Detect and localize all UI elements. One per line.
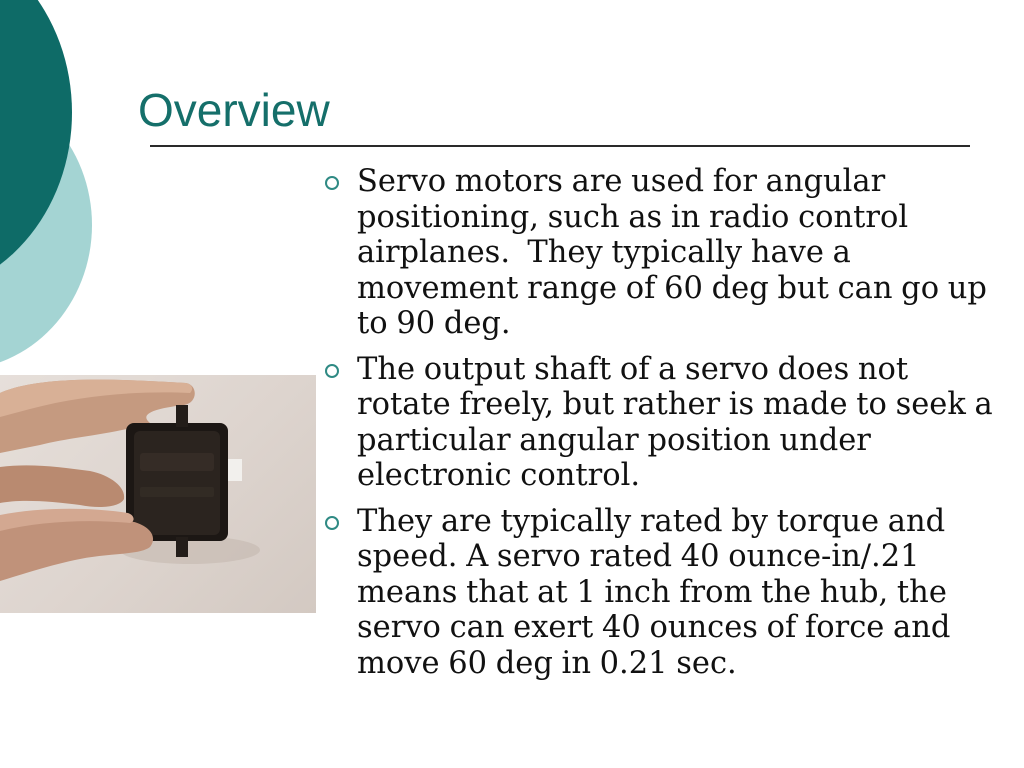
bullet-item	[320, 504, 1010, 682]
hollow-circle-bullet-icon	[325, 176, 339, 190]
bullet-text: They are typically rated by torque and speed. A servo rated 40 ounce-in/.21 means that at 1 inch from the hub, the servo can exert 40 ounces of force and move 60 deg in 0.21 sec.	[357, 503, 960, 681]
bullet-text: The output shaft of a servo does not rotate freely, but rather is made to seek a particular angular position under electronic control.	[357, 351, 1002, 493]
bullet-item	[320, 352, 1010, 494]
servo-photo	[0, 375, 316, 613]
bullet-list	[320, 164, 1010, 691]
bullet-text: Servo motors are used for angular positioning, such as in radio control airplanes. They typically have a movement range of 60 deg but can go up to 90 deg.	[357, 164, 996, 341]
hollow-circle-bullet-icon	[325, 516, 339, 530]
servo-illustration	[0, 375, 316, 613]
title-divider	[150, 145, 970, 147]
bullet-item	[320, 164, 1010, 342]
slide-title: Overview	[138, 84, 330, 136]
hollow-circle-bullet-icon	[325, 364, 339, 378]
